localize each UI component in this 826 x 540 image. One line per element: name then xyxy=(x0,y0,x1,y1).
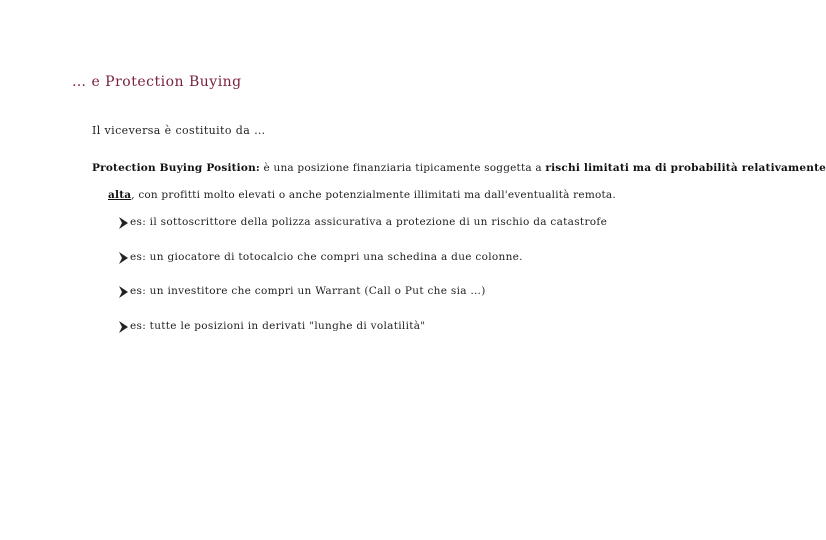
example-text: es: tutte le posizioni in derivati "lunghe di volatilità" xyxy=(130,319,426,332)
arrow-bullet-icon xyxy=(118,251,129,265)
arrow-bullet-icon xyxy=(118,285,129,299)
list-item xyxy=(118,216,607,251)
definition-text-b: , con profitti molto elevati o anche potenzialmente illimitati ma dall'eventualità remota. xyxy=(131,189,616,201)
definition-alta-bold: alta xyxy=(108,189,132,201)
definition-term: Protection Buying Position: xyxy=(92,162,260,174)
arrow-bullet-icon xyxy=(118,216,129,230)
slide-title: … e Protection Buying xyxy=(72,74,242,90)
definition-paragraph xyxy=(92,155,826,209)
list-item xyxy=(118,320,607,355)
definition-line-1 xyxy=(92,155,826,182)
example-text: es: un giocatore di totocalcio che compri una schedina a due colonne. xyxy=(130,250,523,263)
arrow-bullet-icon xyxy=(118,320,129,334)
list-item xyxy=(118,251,607,286)
definition-risk-bold: rischi limitati ma di probabilità relativamente xyxy=(545,162,826,174)
example-text: es: il sottoscrittore della polizza assicurativa a protezione di un rischio da catastrofe xyxy=(130,216,608,228)
examples-list xyxy=(118,216,607,354)
list-item xyxy=(118,285,607,320)
definition-text-a: è una posizione finanziaria tipicamente soggetta a xyxy=(260,162,546,174)
example-text: es: un investitore che compri un Warrant (Call o Put che sia …) xyxy=(130,285,486,297)
intro-text: Il viceversa è costituito da … xyxy=(92,124,266,137)
definition-line-2 xyxy=(92,182,682,209)
